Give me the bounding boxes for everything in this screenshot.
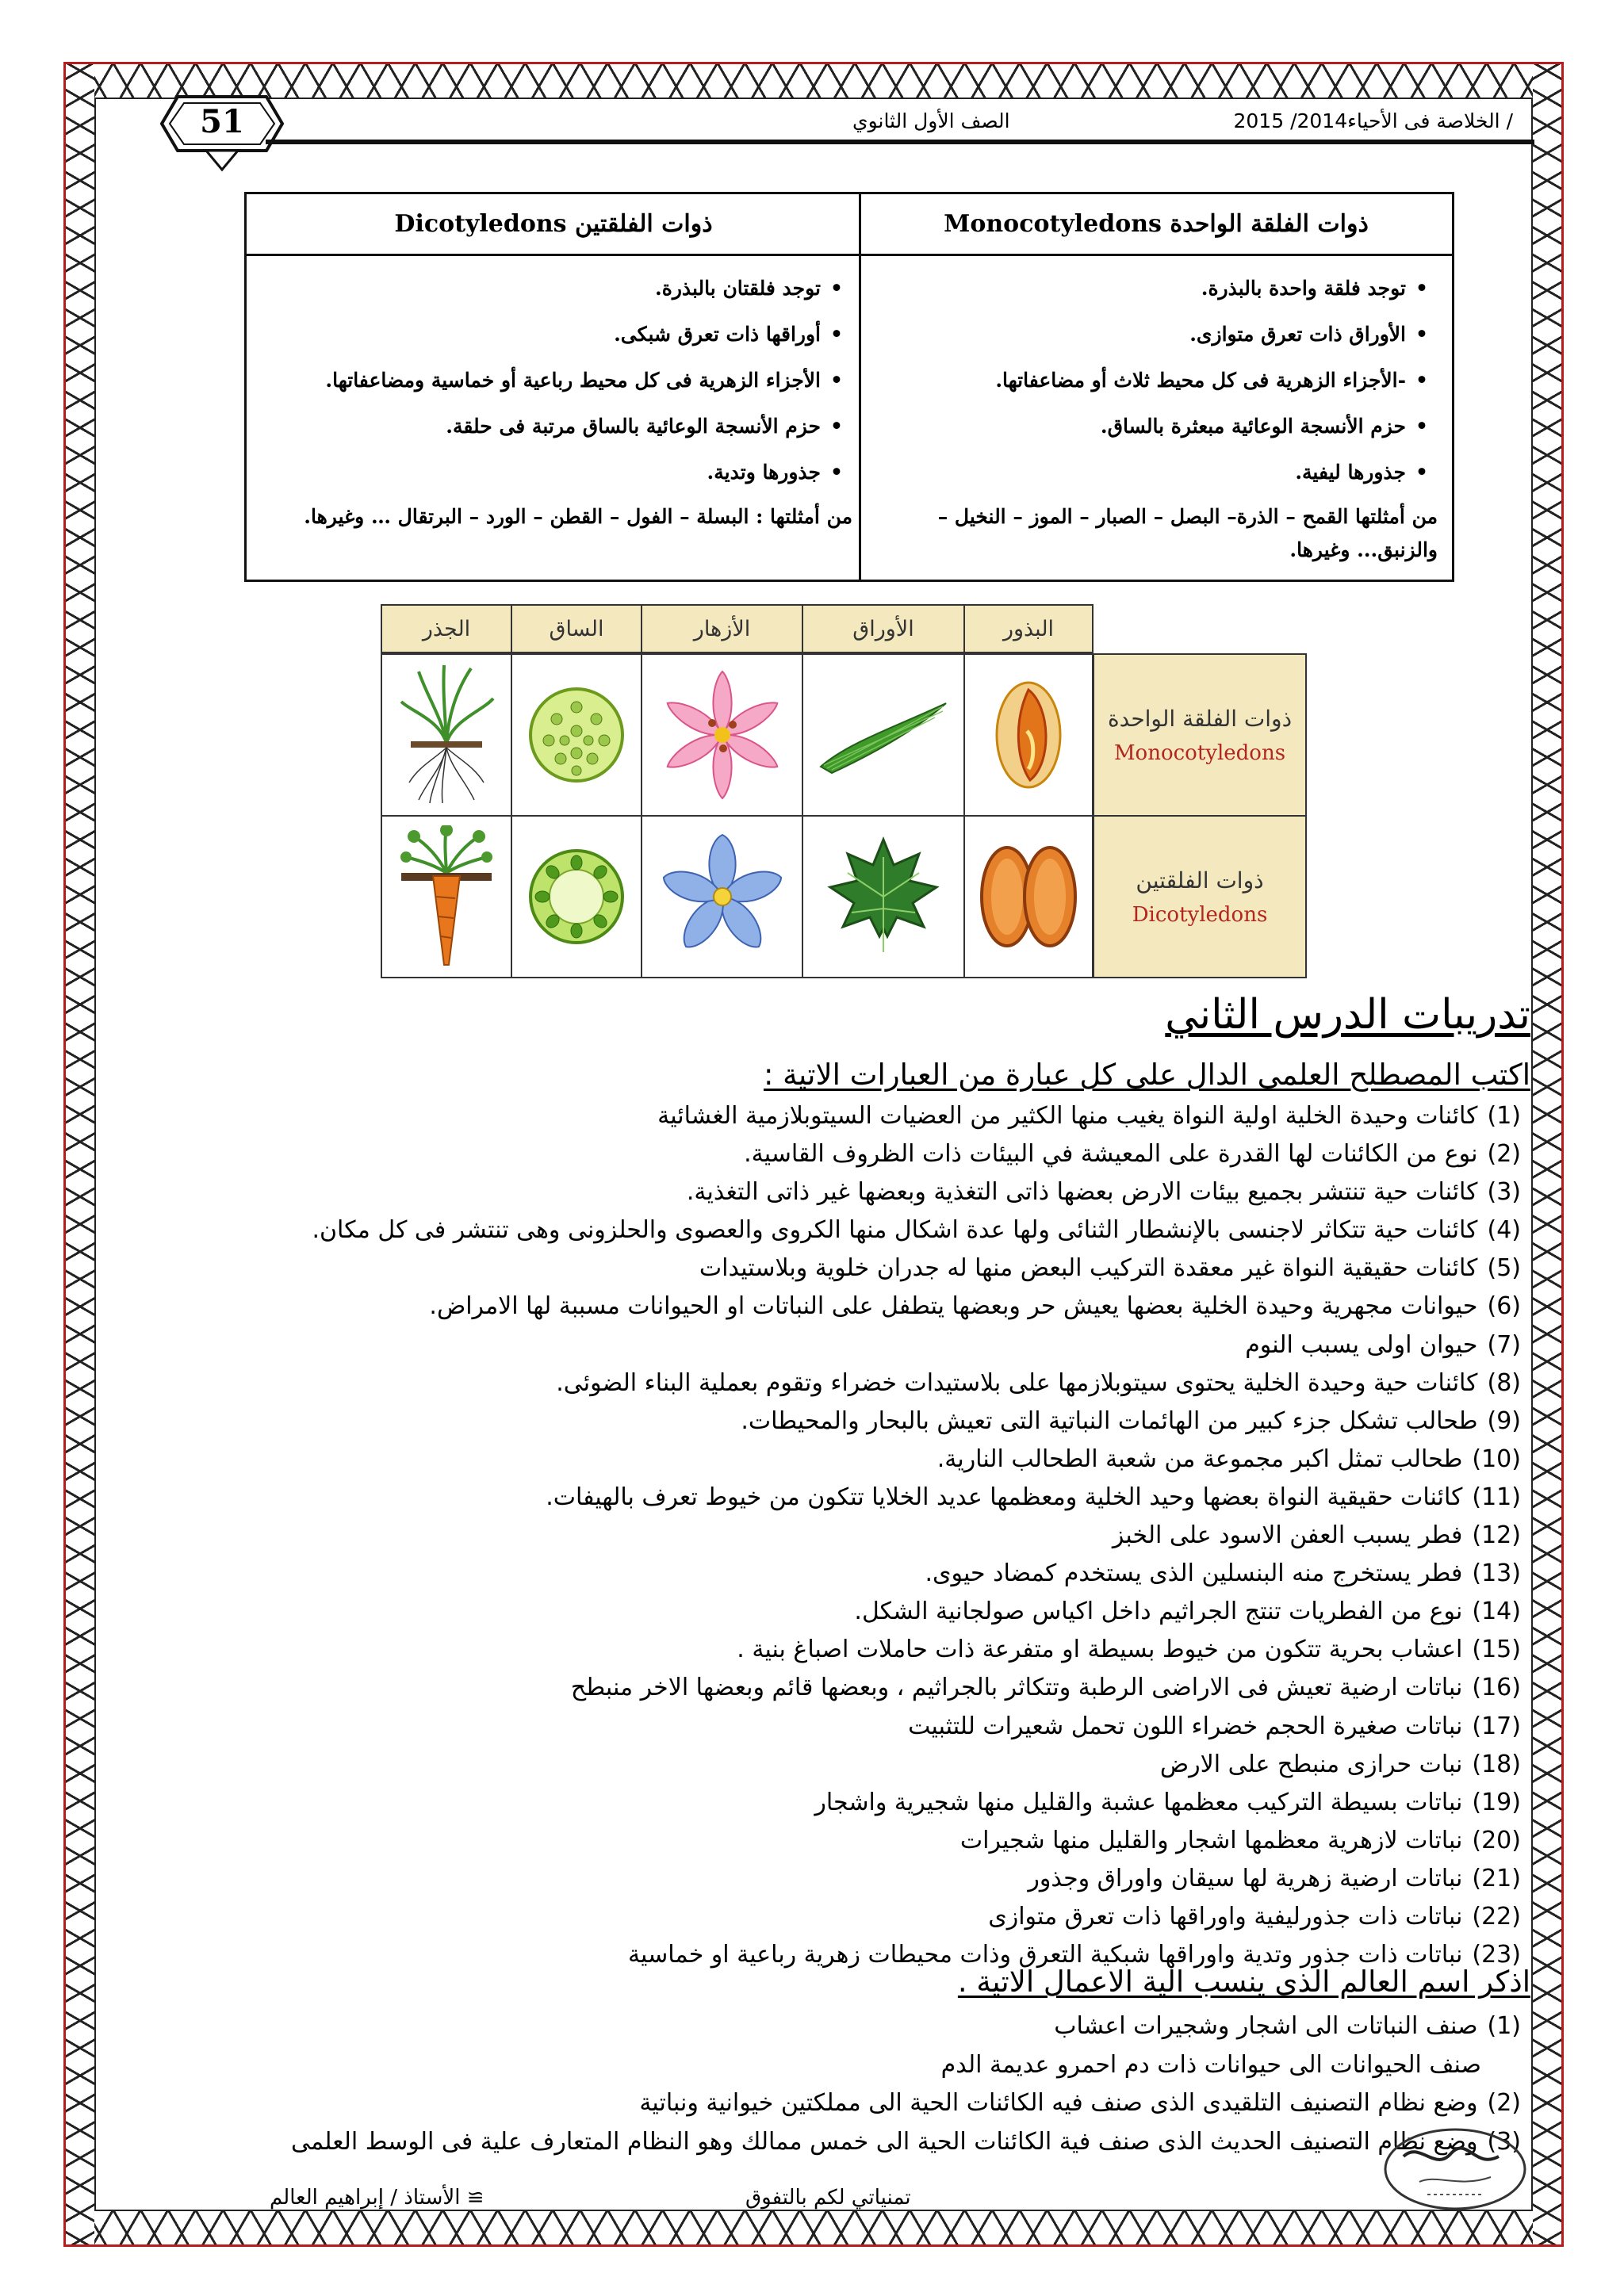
list-item: (19)نباتات بسيطة التركيب معظمها عشبة والقليل منها شجيرية واشجار [814, 1788, 1521, 1816]
dico-header: ذوات الفلقتين Dicotyledons [247, 194, 860, 256]
border-pattern-right [1533, 64, 1561, 2244]
mono-header: ذوات الفلقة الواحدة Monocotyledons [860, 194, 1452, 256]
list-item: (10)طحالب تمثل اكبر مجموعة من شعبة الطحالب النارية. [936, 1445, 1521, 1473]
mono-seed-icon [989, 675, 1068, 794]
border-pattern-left [66, 64, 94, 2244]
signature-stamp-icon [1380, 2125, 1530, 2214]
carrot-root-icon [395, 825, 498, 968]
maple-leaf-icon [824, 833, 943, 960]
list-item: (18)نبات حرازى منبطح على الارض [1159, 1750, 1521, 1778]
dico-examples: من أمثلتها : البسلة – الفول – القطن – الورد – البرتقال … وغيرها. [304, 505, 852, 528]
mono-root-cell [381, 653, 512, 817]
list-item: (6)حيوانات مجهرية وحيدة الخلية بعضها يعيش حر وبعضها يتطفل على النباتات او الحيوانات مسببة لها الامراض. [429, 1292, 1521, 1321]
dico-stem-section-icon [525, 845, 628, 948]
table-divider [859, 194, 861, 580]
scientists-instruction: اذكر اسم العالم الذى ينسب الية الاعمال الاتية . [957, 1965, 1530, 1999]
dico-point: • حزم الأنسجة الوعائية بالساق مرتبة فى حلقة. [258, 404, 852, 450]
mono-leaf-cell [802, 653, 965, 817]
col-header-root: الجذر [381, 604, 512, 653]
col-header-leaves: الأوراق [802, 604, 965, 653]
list-item: (15)اعشاب بحرية تتكون من خيوط بسيطة او متفرعة ذات حاملات اصباغ بنية . [737, 1636, 1521, 1664]
page-number: 51 [200, 103, 244, 140]
mono-point: • حزم الأنسجة الوعائية مبعثرة بالساق. [867, 404, 1438, 450]
row-label-dico-latin: Dicotyledons [1132, 902, 1268, 927]
dico-flower-cell [641, 815, 803, 978]
mono-point: • توجد فلقة واحدة بالبذرة. [867, 266, 1438, 312]
list-item: (1)كائنات وحيدة الخلية اولية النواة يغيب منها الكثير من العضيات السيتوبلازمية الغشائية [657, 1102, 1521, 1130]
dico-seed-cell [963, 815, 1094, 978]
exercise-list [125, 1097, 1521, 1974]
border-pattern-bottom [66, 2211, 1561, 2244]
mono-stem-cell [511, 653, 642, 817]
list-item: (1)صنف النباتات الى اشجار وشجيرات اعشاب [1054, 2012, 1521, 2040]
lesson-exercises-title: تدريبات الدرس الثاني [1165, 991, 1530, 1039]
list-item: (23)نباتات ذات جذور وتدية واوراقها شبكية التعرق وذات محيطات زهرية رباعية او خماسية [627, 1941, 1521, 1969]
list-item: (3)كائنات حية تنتشر بجميع بيئات الارض بعضها ذاتى التغذية وبعضها غير ذاتى التغذية. [686, 1178, 1521, 1207]
border-pattern-top [66, 64, 1561, 98]
row-label-mono-ar: ذوات الفلقة الواحدة [1107, 705, 1293, 732]
header-grade: الصف الأول الثانوي [852, 109, 1010, 132]
footer-wish: تمنياتي لكم بالتفوق [745, 2186, 911, 2210]
list-item: صنف الحيوانات الى حيوانات ذات دم احمرو عديمة الدم [940, 2050, 1481, 2079]
list-item: (9)طحالب تشكل جزء كبير من الهائمات النباتية التى تعيش بالبحار والمحيطات. [741, 1406, 1521, 1435]
row-label-dico-ar: ذوات الفلقتين [1136, 867, 1264, 894]
list-item: (14)نوع من الفطريات تنتج الجراثيم داخل اكياس صولجانية الشكل. [854, 1598, 1521, 1626]
footer-teacher: ≅ الأستاذ / إبراهيم العالم [270, 2186, 485, 2210]
mono-stem-section-icon [525, 683, 628, 786]
mono-leaf-icon [816, 695, 951, 775]
row-label-dico [1093, 815, 1307, 978]
list-item: (17)نباتات صغيرة الحجم خضراء اللون تحمل شعيرات للتثبيت [908, 1712, 1521, 1740]
mono-examples: من أمثلتها القمح – الذرة– البصل – الصبار – الموز – النخيل – والزنبق... وغيرها. [937, 505, 1438, 561]
col-header-seeds: البذور [963, 604, 1094, 653]
row-label-mono [1093, 653, 1307, 817]
header-subject: / الخلاصة فى الأحياء2014/ 2015 [1233, 109, 1513, 132]
mono-seed-cell [963, 653, 1094, 817]
list-item: (7)حيوان اولى يسبب النوم [1245, 1330, 1521, 1359]
list-item: (2)نوع من الكائنات لها القدرة على المعيشة في البيئات ذات الظروف القاسية. [744, 1140, 1521, 1169]
bean-seed-icon [977, 841, 1080, 952]
dico-point: • الأجزاء الزهرية فى كل محيط رباعية أو خماسية ومضاعفاتها. [258, 358, 852, 404]
scientists-list [125, 2007, 1521, 2161]
list-item: (16)نباتات ارضية تعيش فى الاراضى الرطبة وتتكاثر بالجراثيم ، وبعضها قائم وبعضها الاخر منبطح [570, 1674, 1521, 1702]
list-item: (11)كائنات حقيقية النواة بعضها وحيد الخلية ومعظمها عديد الخلايا تتكون من خيوط تعرف بالهيفات. [546, 1483, 1521, 1511]
exercise-instruction: اكتب المصطلح العلمى الدال على كل عبارة من العبارات الاتية : [763, 1058, 1530, 1092]
lily-flower-icon [655, 668, 790, 802]
dico-point: • أوراقها ذات تعرق شبكى. [258, 312, 852, 358]
comparison-table [244, 192, 1454, 582]
dico-point: • توجد فلقتان بالبذرة. [258, 266, 852, 312]
list-item: (4)كائنات حية تتكاثر لاجنسى بالإنشطار الثنائى ولها عدة اشكال منها الكروى والعصوى والحلزونى وهى تنتشر فى كل مكان. [312, 1216, 1521, 1245]
page-number-badge [159, 94, 285, 162]
blue-flower-icon [655, 829, 790, 964]
list-item: (2)وضع نظام التصنيف التلقيدى الذى صنف فيه الكائنات الحية الى مملكتين خيوانية ونباتية [639, 2089, 1521, 2117]
fibrous-root-icon [395, 664, 498, 806]
dico-point: • جذورها وتدية. [258, 450, 852, 496]
dico-stem-cell [511, 815, 642, 978]
list-item: (5)كائنات حقيقية النواة غير معقدة التركيب البعض منها له جدران خلوية وبلاستيدات [699, 1254, 1521, 1283]
list-item: (13)فطر يستخرج منه البنسلين الذى يستخدم كمضاد حيوى. [925, 1559, 1521, 1588]
list-item: (20)نباتات لازهرية معظمها اشجار والقليل منها شجيرات [959, 1826, 1521, 1854]
mono-flower-cell [641, 653, 803, 817]
dico-leaf-cell [802, 815, 965, 978]
list-item: (8)كائنات حية وحيدة الخلية يحتوى سيتوبلازمها على بلاستيدات خضراء وتقوم بعملية البناء الضوئى. [556, 1368, 1521, 1397]
row-label-mono-latin: Monocotyledons [1113, 740, 1286, 765]
mono-point: • -الأجزاء الزهرية فى كل محيط ثلاث أو مضاعفاتها. [867, 358, 1438, 404]
col-header-flowers: الأزهار [641, 604, 803, 653]
list-item: (22)نباتات ذات جذورليفية واوراقها ذات تعرق متوازى [988, 1902, 1521, 1931]
dico-points [258, 266, 852, 534]
header-rule [266, 140, 1534, 144]
list-item: (3)وضع نظام التصنيف الحديث الذى صنف فية الكائنات الحية الى خمس ممالك وهو النظام المتعارف علية فى الوسط العلمى [290, 2127, 1521, 2156]
list-item: (12)فطر يسبب العفن الاسود على الخبز [1112, 1521, 1521, 1550]
mono-point: • الأوراق ذات تعرق متوازى. [867, 312, 1438, 358]
list-item: (21)نباتات ارضية زهرية لها سيقان واوراق وجذور [1028, 1864, 1521, 1892]
mono-points [867, 266, 1438, 567]
mono-point: • جذورها ليفية. [867, 450, 1438, 496]
dico-root-cell [381, 815, 512, 978]
col-header-stem: الساق [511, 604, 642, 653]
